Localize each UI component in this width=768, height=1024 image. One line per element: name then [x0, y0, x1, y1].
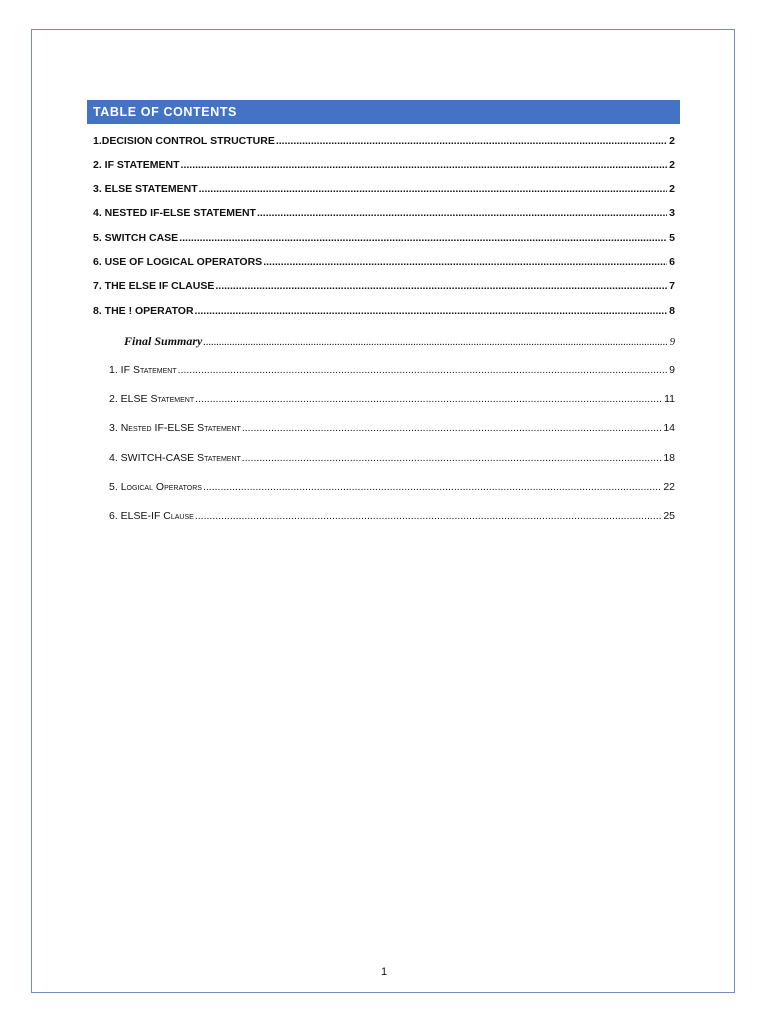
toc-subentry-page: 11 — [664, 393, 675, 405]
toc-subentry[interactable] — [109, 479, 675, 495]
toc-entry[interactable] — [93, 254, 675, 270]
toc-entry[interactable] — [93, 230, 675, 246]
toc-entry[interactable] — [93, 133, 675, 149]
toc-leader — [179, 230, 667, 246]
toc-subentry-page: 9 — [669, 364, 675, 376]
toc-subentry-title: Nested IF-ELSE Statement — [120, 422, 241, 434]
toc-subentry-page: 18 — [663, 452, 675, 464]
toc-subentry-page: 22 — [663, 481, 675, 493]
toc-subentry[interactable] — [109, 391, 675, 407]
toc-entry-label: 8. THE ! OPERATOR — [93, 305, 194, 317]
toc-subentry[interactable] — [109, 420, 675, 436]
toc-leader — [195, 508, 661, 524]
toc-title: TABLE OF CONTENTS — [87, 100, 680, 124]
toc-entry-page: 6 — [669, 256, 675, 268]
toc-summary-page: 9 — [669, 337, 675, 348]
toc-leader — [195, 303, 668, 319]
toc-entry-page: 2 — [669, 183, 675, 195]
toc-subentry-label — [109, 362, 177, 378]
toc-subentry-title: Statement — [197, 452, 241, 464]
toc-subentry-title: Statement — [132, 364, 177, 376]
toc-entry-page: 2 — [669, 135, 675, 147]
toc-leader — [242, 420, 662, 436]
toc-leader — [195, 391, 662, 407]
toc-entry-page: 7 — [669, 280, 675, 292]
toc-entry[interactable] — [93, 278, 675, 294]
toc-entry-label: 7. THE ELSE IF CLAUSE — [93, 280, 215, 292]
toc-subentry-label — [109, 479, 202, 495]
toc-subentry-label — [109, 420, 241, 436]
toc-entry[interactable] — [93, 181, 675, 197]
toc-leader — [199, 181, 668, 197]
toc-entry-page: 5 — [669, 232, 675, 244]
toc-subentry-title: Clause — [163, 510, 194, 522]
toc-leader — [181, 157, 668, 173]
toc-leader — [276, 133, 667, 149]
toc-subentry-number: 5. — [109, 481, 121, 493]
toc-entry-page: 2 — [669, 159, 675, 171]
toc-subentry[interactable] — [109, 362, 675, 378]
toc-entry-label: 5. SWITCH CASE — [93, 232, 179, 244]
toc-subentry[interactable] — [109, 450, 675, 466]
toc-entry-page: 8 — [669, 305, 675, 317]
toc-leader — [242, 450, 662, 466]
toc-subentry-number: 1. IF — [109, 364, 133, 376]
toc-subentry-title: Statement — [150, 393, 195, 405]
toc-entry-label: 1.DECISION CONTROL STRUCTURE — [93, 135, 275, 147]
toc-subentry-label — [109, 508, 194, 524]
toc-entry-label: 6. USE OF LOGICAL OPERATORS — [93, 256, 263, 268]
toc-entry[interactable] — [93, 157, 675, 173]
toc-subentry-title: Logical Operators — [120, 481, 202, 493]
toc-leader — [215, 278, 667, 294]
toc-leader — [178, 362, 668, 378]
toc-entry[interactable] — [93, 303, 675, 319]
toc-leader — [263, 254, 667, 270]
page-number: 1 — [380, 966, 388, 978]
toc-subentry-number: 2. ELSE — [109, 393, 151, 405]
toc-leader — [257, 205, 667, 221]
toc-subentry-label — [109, 450, 241, 466]
toc-entry[interactable] — [93, 205, 675, 221]
toc-subentry-page: 14 — [663, 422, 675, 434]
toc-leader — [203, 479, 661, 495]
toc-subentry-number: 3. — [109, 422, 121, 434]
toc-subentry-label — [109, 391, 194, 407]
toc-entry-label: 2. IF STATEMENT — [93, 159, 180, 171]
toc-entry-page: 3 — [669, 207, 675, 219]
toc-entry-label: 4. NESTED IF-ELSE STATEMENT — [93, 207, 256, 219]
toc-entry-label: 3. ELSE STATEMENT — [93, 183, 198, 195]
toc-subentry-page: 25 — [663, 510, 675, 522]
toc-leader — [203, 335, 667, 349]
toc-summary-label: Final Summary — [124, 334, 203, 348]
toc-summary-entry[interactable] — [124, 333, 675, 349]
toc-subentry-number: 4. SWITCH-CASE — [109, 452, 198, 464]
toc-subentry-number: 6. ELSE-IF — [109, 510, 164, 522]
toc-subentry[interactable] — [109, 508, 675, 524]
